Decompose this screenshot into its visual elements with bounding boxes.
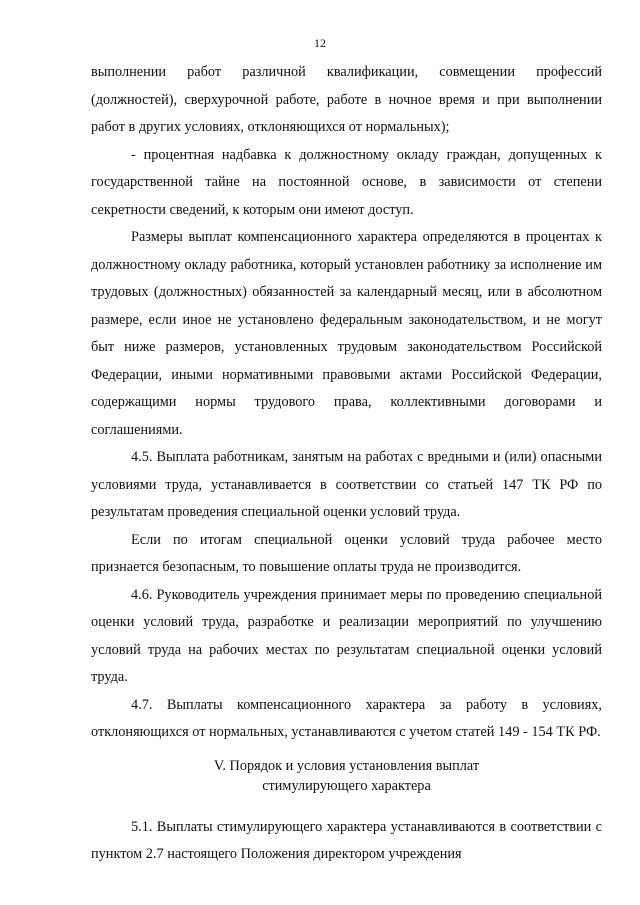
paragraph-5-1: 5.1. Выплаты стимулирующего характера устанавливаются в соответствии с пунктом 2.7 настоящего Положения директором учреждения	[91, 818, 602, 862]
paragraph-continuation: выполнении работ различной квалификации, совмещении профессий (должностей), сверхурочной работе, работе в ночное время и при выполнении работ в других условиях, отклоняющихся от нормальных);	[91, 64, 602, 135]
paragraph-payment-sizes: Размеры выплат компенсационного характера определяются в процентах к должностному окладу работника, который установлен работнику за исполнение им трудовых (должностных) обязанностей за календарный месяц, или в абсолютном размере, если иное не установлено федеральным законодательством, и не могут быт ниже размеров, установленных трудовым законодательством Российской Федерации, иными нормативными правовыми актами Российской Федерации, содержащими нормы трудового права, коллективными договорами и соглашениями.	[91, 229, 602, 438]
paragraph-secrecy-allowance: - процентная надбавка к должностному окладу граждан, допущенных к государственной тайне на постоянной основе, в зависимости от степени секретности сведений, к которым они имеют доступ.	[91, 146, 602, 218]
section-heading-line-2: стимулирующего характера	[262, 777, 431, 794]
paragraph-safe-workplace: Если по итогам специальной оценки условий труда рабочее место признается безопасным, то повышение оплаты труда не производится.	[91, 531, 602, 575]
page-number: 12	[314, 36, 326, 50]
paragraph-4-5: 4.5. Выплата работникам, занятым на работах с вредными и (или) опасными условиями труда, устанавливается в соответствии со статьей 147 ТК РФ по результатам проведения специальной оценки условий труда.	[91, 449, 602, 520]
paragraph-4-7: 4.7. Выплаты компенсационного характера за работу в условиях, отклоняющихся от нормальных, устанавливаются с учетом статей 149 - 154 ТК РФ.	[91, 696, 602, 740]
section-heading	[91, 747, 602, 814]
section-heading-line-1: V. Порядок и условия установления выплат	[213, 757, 480, 774]
document-body	[91, 59, 602, 869]
paragraph-4-6: 4.6. Руководитель учреждения принимает меры по проведению специальной оценки условий труда, разработке и реализации мероприятий по улучшению условий труда на рабочих местах по результатам специальной оценки условий труда.	[91, 586, 602, 685]
